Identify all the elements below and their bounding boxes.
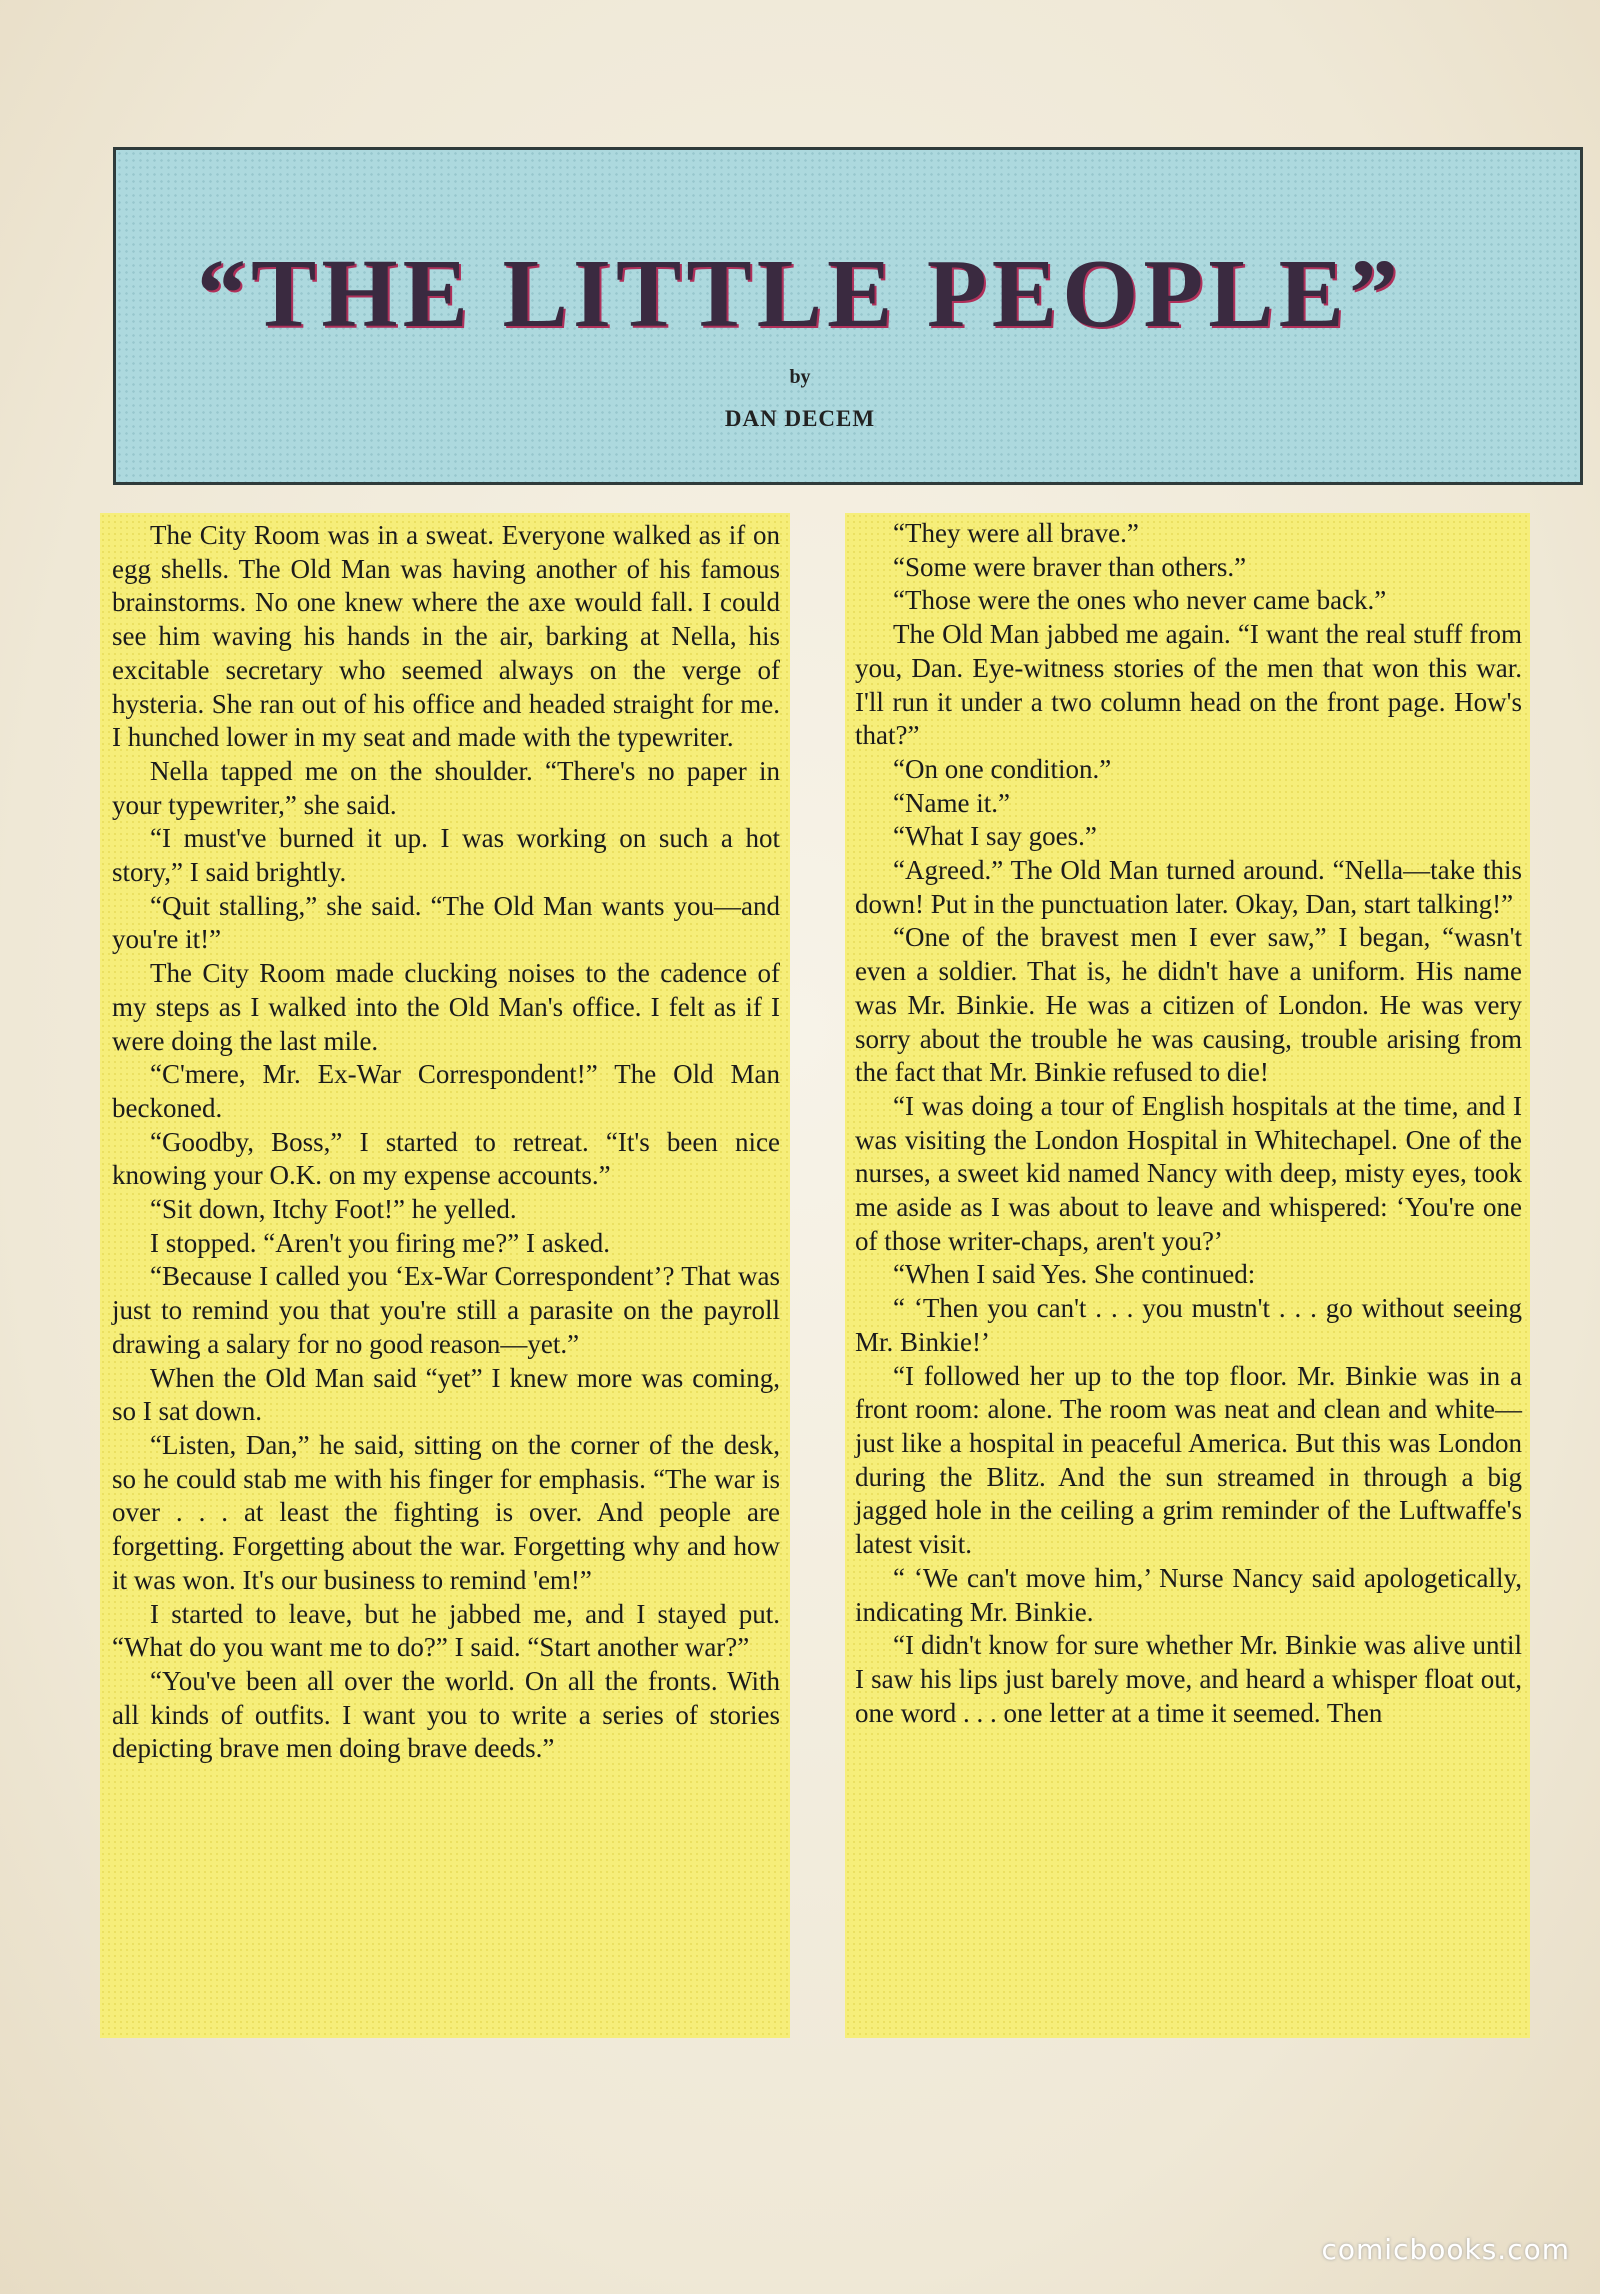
paragraph: “C'mere, Mr. Ex-War Correspondent!” The Old Man beckoned. xyxy=(112,1059,780,1123)
paragraph: The Old Man jabbed me again. “I want the real stuff from you, Dan. Eye-witness stories of the men that won this war. I'll run it under a two column head on the front page. How's that?” xyxy=(855,619,1522,751)
paragraph: “They were all brave.” xyxy=(893,518,1139,548)
paragraph: “Agreed.” The Old Man turned around. “Nella—take this down! Put in the punctuation later. Okay, Dan, start talking!” xyxy=(855,855,1522,919)
paragraph: “Because I called you ‘Ex-War Correspondent’? That was just to remind you that you're still a parasite on the payroll drawing a salary for no good reason—yet.” xyxy=(112,1261,780,1359)
paragraph: I started to leave, but he jabbed me, and I stayed put. “What do you want me to do?” I said. “Start another war?” xyxy=(112,1598,780,1663)
text-column-left xyxy=(100,513,790,2038)
paragraph: “Sit down, Itchy Foot!” he yelled. xyxy=(150,1194,517,1225)
byline-label: by xyxy=(789,366,811,388)
paragraph: I stopped. “Aren't you firing me?” I asked. xyxy=(150,1227,610,1258)
paragraph: “Those were the ones who never came back.” xyxy=(893,585,1387,616)
paragraph: “Goodby, Boss,” I started to retreat. “It's been nice knowing your O.K. on my expense accounts.” xyxy=(112,1126,780,1191)
paragraph: “Name it.” xyxy=(893,787,1010,818)
paragraph: “On one condition.” xyxy=(893,753,1112,784)
paragraph: “ ‘We can't move him,’ Nurse Nancy said apologetically, indicating Mr. Binkie. xyxy=(855,1562,1522,1627)
text-column-right xyxy=(845,513,1530,2038)
paragraph: “One of the bravest men I ever saw,” I began, “wasn't even a soldier. That is, he didn't have a uniform. His name was Mr. Binkie. He was a citizen of London. He was very sorry about the trouble he was causing, trouble arising from the fact that Mr. Binkie refused to die! xyxy=(855,922,1522,1088)
paragraph: “I was doing a tour of English hospitals at the time, and I was visiting the London Hospital in Whitechapel. One of the nurses, a sweet kid named Nancy with deep, misty eyes, took me aside as I was about to leave and whispered: ‘You're one of those writer-chaps, aren't you?’ xyxy=(855,1090,1522,1256)
paragraph: When the Old Man said “yet” I knew more was coming, so I sat down. xyxy=(112,1362,780,1427)
paragraph: The City Room made clucking noises to the cadence of my steps as I walked into the Old Man's office. I felt as if I were doing the last mile. xyxy=(112,958,780,1056)
story-title: “THE LITTLE PEOPLE” xyxy=(197,240,1403,348)
paragraph: “I must've burned it up. I was working on such a hot story,” I said brightly. xyxy=(112,823,780,888)
paragraph: “When I said Yes. She continued: xyxy=(893,1259,1256,1290)
paragraph: “Some were braver than others.” xyxy=(893,551,1247,582)
paragraph: The City Room was in a sweat. Everyone walked as if on egg shells. The Old Man was having another of his famous brainstorms. No one knew where the axe would fall. I could see him waving his hands in the air, barking at Nella, his excitable secretary who seemed always on the verge of hysteria. She ran out of his office and headed straight for me. I hunched lower in my seat and made with the typewriter. xyxy=(112,520,780,753)
paragraph: “What I say goes.” xyxy=(893,821,1097,852)
paragraph: “You've been all over the world. On all the fronts. With all kinds of outfits. I want you to write a series of stories depicting brave men doing brave deeds.” xyxy=(112,1665,780,1764)
paragraph: “I followed her up to the top floor. Mr. Binkie was in a front room: alone. The room was neat and clean and white—just like a hospital in peaceful America. But this was London during the Blitz. And the sun streamed in through a big jagged hole in the ceiling a grim reminder of the Luftwaffe's latest visit. xyxy=(855,1360,1522,1560)
paragraph: “ ‘Then you can't . . . you mustn't . . . go without seeing Mr. Binkie!’ xyxy=(855,1293,1522,1357)
paragraph: “I didn't know for sure whether Mr. Binkie was alive until I saw his lips just barely move, and heard a whisper float out, one word . . . one letter at a time it seemed. Then xyxy=(855,1630,1522,1728)
author-name: DAN DECEM xyxy=(724,406,876,431)
paragraph: Nella tapped me on the shoulder. “There's no paper in your typewriter,” she said. xyxy=(112,755,780,820)
paragraph: “Listen, Dan,” he said, sitting on the corner of the desk, so he could stab me with his finger for emphasis. “The war is over . . . at least the fighting is over. And people are forgetting. Forgetting about the war. Forgetting why and how it was won. It's our business to remind 'em!” xyxy=(112,1429,780,1595)
paragraph: “Quit stalling,” she said. “The Old Man wants you—and you're it!” xyxy=(112,890,780,955)
watermark: comicbooks.com xyxy=(1321,2233,1570,2266)
